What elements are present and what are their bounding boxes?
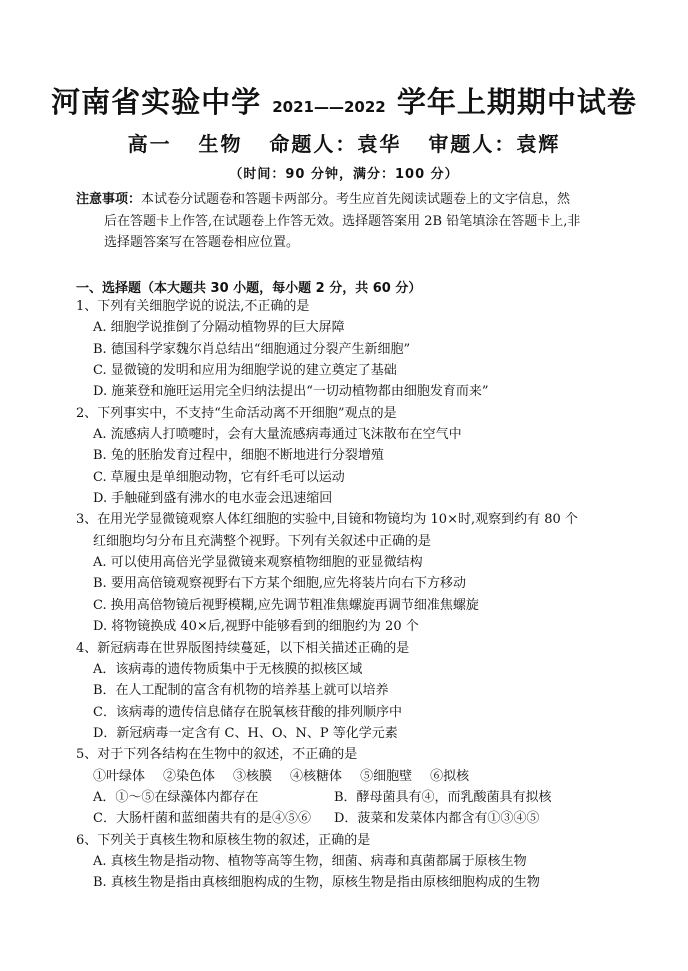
question-4-option-b: B．在人工配制的富含有机物的培养基上就可以培养 (93, 683, 389, 699)
question-5-option-a: A．①～⑤在绿藻体内都存在 (93, 789, 259, 805)
question-6-option-b: B. 真核生物是指由真核细胞构成的生物，原核生物是指由原核细胞构成的生物 (93, 875, 540, 891)
item-4: ④核糖体 (290, 768, 343, 784)
question-5-option-b: B．酵母菌具有④，而乳酸菌具有拟核 (334, 789, 552, 805)
title-term: 学年上期期中试卷 (385, 85, 637, 119)
question-2-stem: 2、下列事实中，不支持“生命活动离不开细胞”观点的是 (76, 405, 397, 421)
item-2: ②染色体 (163, 768, 216, 784)
question-5-options-ab (76, 787, 636, 808)
question-4-stem: 4、新冠病毒在世界版图持续蔓延，以下相关描述正确的是 (76, 640, 410, 656)
notice-line-2: 后在答题卡上作答,在试题卷上作答无效。选择题答案用 2B 铅笔填涂在答题卡上,非 (104, 213, 581, 229)
question-2-option-b: B. 兔的胚胎发育过程中，细胞不断地进行分裂增殖 (93, 448, 384, 464)
question-5-option-d: D．菠菜和发菜体内都含有①③④⑤ (334, 811, 540, 827)
notice-label: 注意事项： (76, 192, 142, 207)
question-6-stem: 6、下列关于真核生物和原核生物的叙述，正确的是 (76, 832, 371, 848)
question-5-stem: 5、对于下列各结构在生物中的叙述，不正确的是 (76, 747, 358, 763)
question-4-option-d: D．新冠病毒一定含有 C、H、O、N、P 等化学元素 (93, 725, 398, 741)
question-3-option-c: C. 换用高倍物镜后视野模糊,应先调节粗准焦螺旋再调节细准焦螺旋 (93, 597, 479, 613)
question-4-option-a: A．该病毒的遗传物质集中于无核膜的拟核区域 (93, 661, 363, 677)
notice-block (76, 189, 616, 254)
question-2-option-c: C. 草履虫是单细胞动物，它有纤毛可以运动 (93, 469, 345, 485)
title-school: 河南省实验中学 (51, 85, 273, 119)
question-1-option-a: A. 细胞学说推倒了分隔动植物界的巨大屏障 (93, 320, 345, 336)
question-5-options-cd (76, 808, 636, 829)
question-3-option-d: D. 将物镜换成 40×后,视野中能够看到的细胞约为 20 个 (93, 619, 419, 635)
item-1: ①叶绿体 (93, 768, 146, 784)
title-years: 2021——2022 (272, 98, 386, 116)
question-3-stem-cont: 红细胞均匀分布且充满整个视野。下列有关叙述中正确的是 (93, 533, 432, 549)
question-2-option-a: A. 流感病人打喷嚏时，会有大量流感病毒通过飞沫散布在空气中 (93, 427, 462, 443)
question-6-option-a: A. 真核生物是指动物、植物等高等生物，细菌、病毒和真菌都属于原核生物 (93, 853, 527, 869)
notice-text-1: 本试卷分试题卷和答题卡两部分。考生应首先阅读试题卷上的文字信息，然 (141, 192, 571, 207)
question-1-option-c: C. 显微镜的发明和应用为细胞学说的建立奠定了基础 (93, 363, 397, 379)
question-5-items (76, 766, 636, 787)
exam-title (0, 80, 688, 121)
question-5-option-c: C．大肠杆菌和蓝细菌共有的是④⑤⑥ (93, 811, 311, 827)
question-1-option-b: B. 德国科学家魏尔肖总结出“细胞通过分裂产生新细胞” (93, 341, 411, 357)
item-3: ③核膜 (233, 768, 273, 784)
question-3-option-b: B. 要用高倍镜观察视野右下方某个细胞,应先将装片向右下方移动 (93, 576, 466, 592)
item-5: ⑤细胞壁 (360, 768, 413, 784)
question-3-option-a: A. 可以使用高倍光学显微镜来观察植物细胞的亚显微结构 (93, 555, 423, 571)
item-6: ⑥拟核 (430, 768, 470, 784)
notice-line-1 (76, 189, 616, 211)
question-4-option-c: C．该病毒的遗传信息储存在脱氧核苷酸的排列顺序中 (93, 704, 402, 720)
section-heading: 一、选择题（本大题共 30 小题，每小题 2 分，共 60 分） (76, 281, 422, 296)
questions-list (76, 296, 636, 894)
exam-time-score: （时间：90 分钟，满分：100 分） (229, 167, 459, 182)
question-2-option-d: D. 手触碰到盛有沸水的电水壶会迅速缩回 (93, 491, 333, 507)
exam-subtitle: 高一 生物 命题人：袁华 审题人：袁辉 (127, 132, 561, 156)
question-3-stem: 3、在用光学显微镜观察人体红细胞的实验中,目镜和物镜均为 10×时,观察到约有 80 个 (76, 512, 578, 528)
question-1-option-d: D. 施莱登和施旺运用完全归纳法提出“一切动植物都由细胞发育而来” (93, 384, 489, 400)
notice-line-3: 选择题答案写在答题卷相应位置。 (104, 235, 300, 250)
question-1-stem: 1、下列有关细胞学说的说法,不正确的是 (76, 299, 310, 314)
